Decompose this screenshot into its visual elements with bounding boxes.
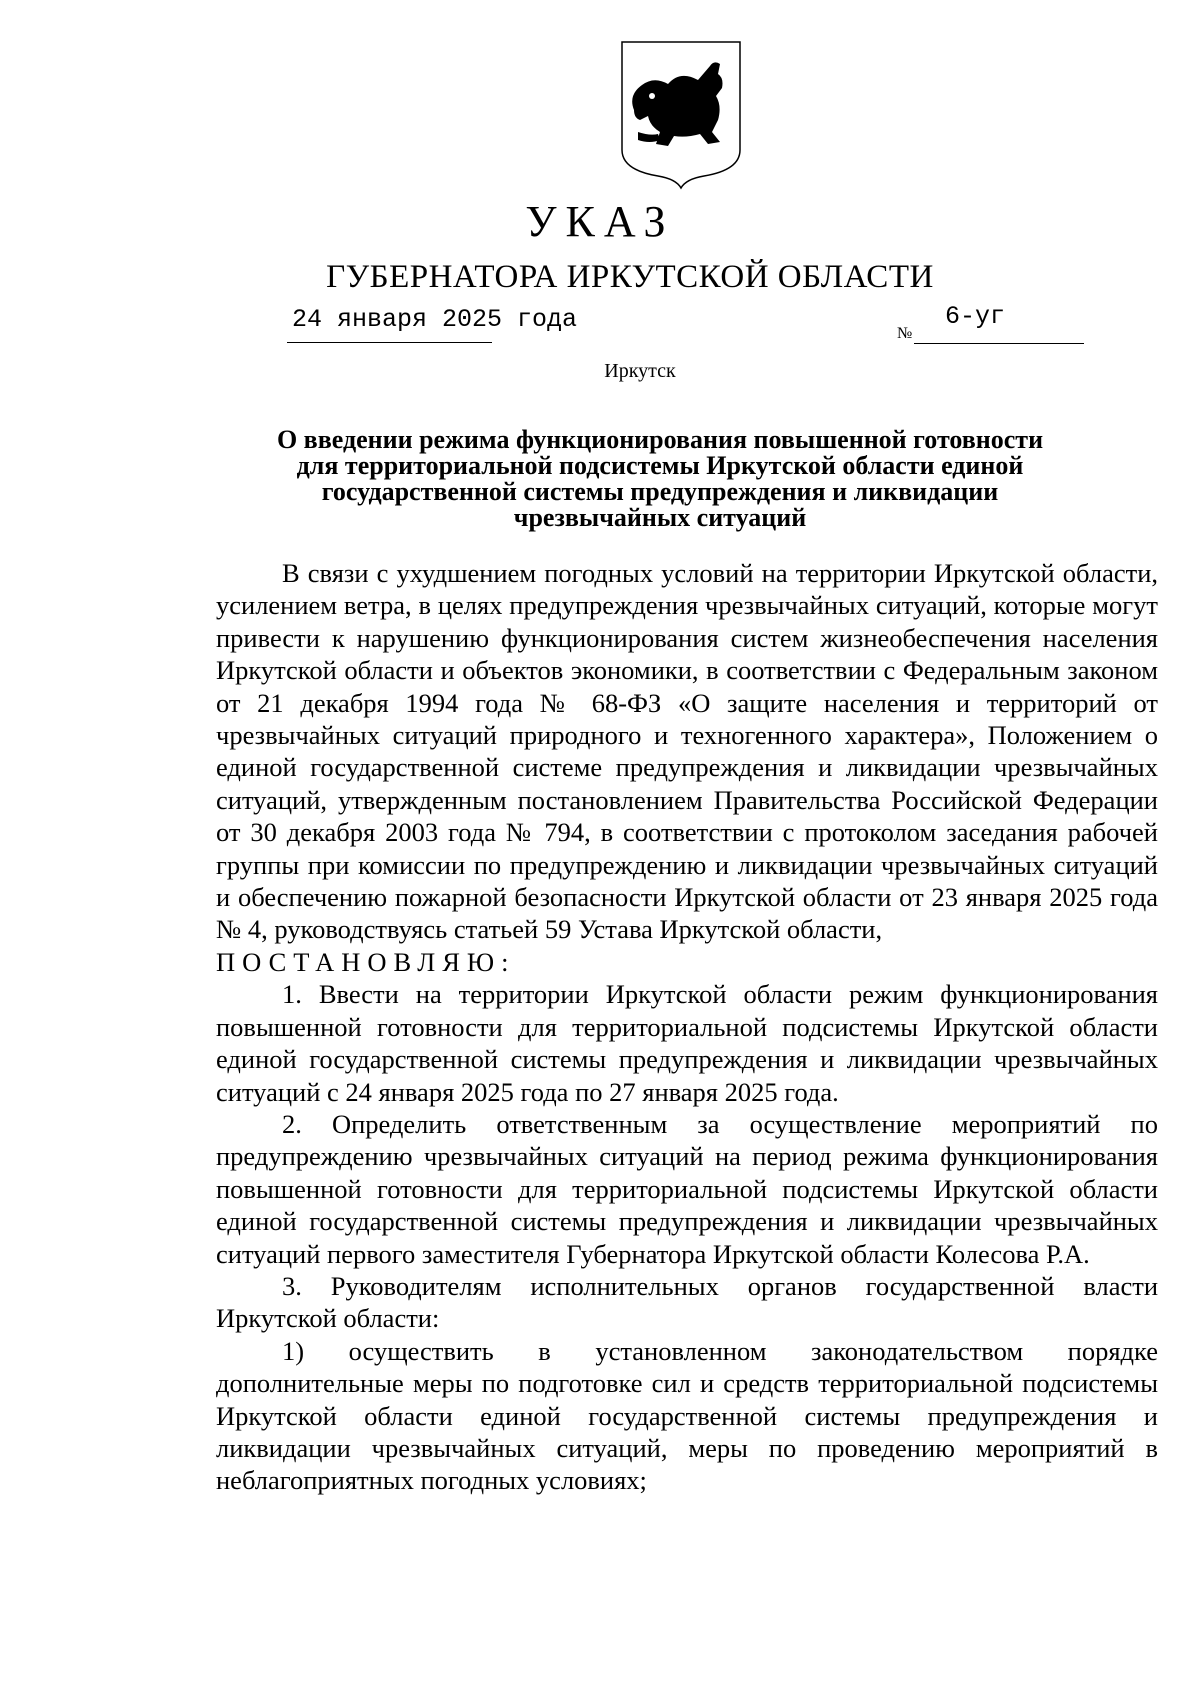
item-3-1-paragraph: 1) осуществить в установленном законодательством порядке дополнительные меры по подготовке сил и средств территориальной подсистемы Иркутской области единой государственной системы предупреждения и ликвидации чрезвычайных ситуаций, меры по проведению мероприятий в неблагоприятных погодных условиях; — [216, 1335, 1158, 1496]
date-underline — [287, 342, 492, 343]
city-name: Иркутск — [604, 360, 676, 382]
decree-heading — [220, 427, 1100, 531]
heading-line: государственной системы предупреждения и ликвидации — [321, 477, 999, 506]
item-3-paragraph: 3. Руководителям исполнительных органов государственной власти Иркутской области: — [216, 1270, 1158, 1334]
decree-body — [216, 557, 1158, 1497]
preamble-paragraph: В связи с ухудшением погодных условий на территории Иркутской области, усилением ветра, в целях предупреждения чрезвычайных ситуаций, которые могут привести к нарушению функционирования систем жизнеобеспечения населения Иркутской области и объектов экономики, в соответствии с Федеральным законом от 21 декабря 1994 года № 68-ФЗ «О защите населения и территорий от чрезвычайных ситуаций природного и техногенного характера», Положением о единой государственной системе предупреждения и ликвидации чрезвычайных ситуаций, утвержденным постановлением Правительства Российской Федерации от 30 декабря 2003 года № 794, в соответствии с протоколом заседания рабочей группы при комиссии по предупреждению и ликвидации чрезвычайных ситуаций и обеспечению пожарной безопасности Иркутской области от 23 января 2025 года № 4, руководствуясь статьей 59 Устава Иркутской области, — [216, 558, 1158, 945]
heading-line: О введении режима функционирования повышенной готовности — [276, 425, 1044, 454]
decree-title: УКАЗ — [525, 197, 675, 246]
issuer-title: ГУБЕРНАТОРА ИРКУТСКОЙ ОБЛАСТИ — [326, 259, 934, 295]
number-sign: № — [897, 325, 913, 342]
number-underline — [914, 343, 1084, 344]
item-2-paragraph: 2. Определить ответственным за осуществление мероприятий по предупреждению чрезвычайных ситуаций на период режима функционирования повышенной готовности для территориальной подсистемы Иркутской области единой государственной системы предупреждения и ликвидации чрезвычайных ситуаций первого заместителя Губернатора Иркутской области Колесова Р.А. — [216, 1108, 1158, 1269]
decree-date: 24 января 2025 года — [292, 305, 578, 334]
resolve-statement: ПОСТАНОВЛЯЮ: — [216, 946, 516, 977]
irkutsk-coat-of-arms-icon — [620, 40, 742, 190]
heading-line: чрезвычайных ситуаций — [513, 503, 807, 532]
decree-number: 6-уг — [945, 302, 1006, 331]
heading-line: для территориальной подсистемы Иркутской области единой — [296, 451, 1024, 480]
item-1-paragraph: 1. Ввести на территории Иркутской области режим функционирования повышенной готовности для территориальной подсистемы Иркутской области единой государственной системы предупреждения и ликвидации чрезвычайных ситуаций с 24 января 2025 года по 27 января 2025 года. — [216, 979, 1158, 1107]
